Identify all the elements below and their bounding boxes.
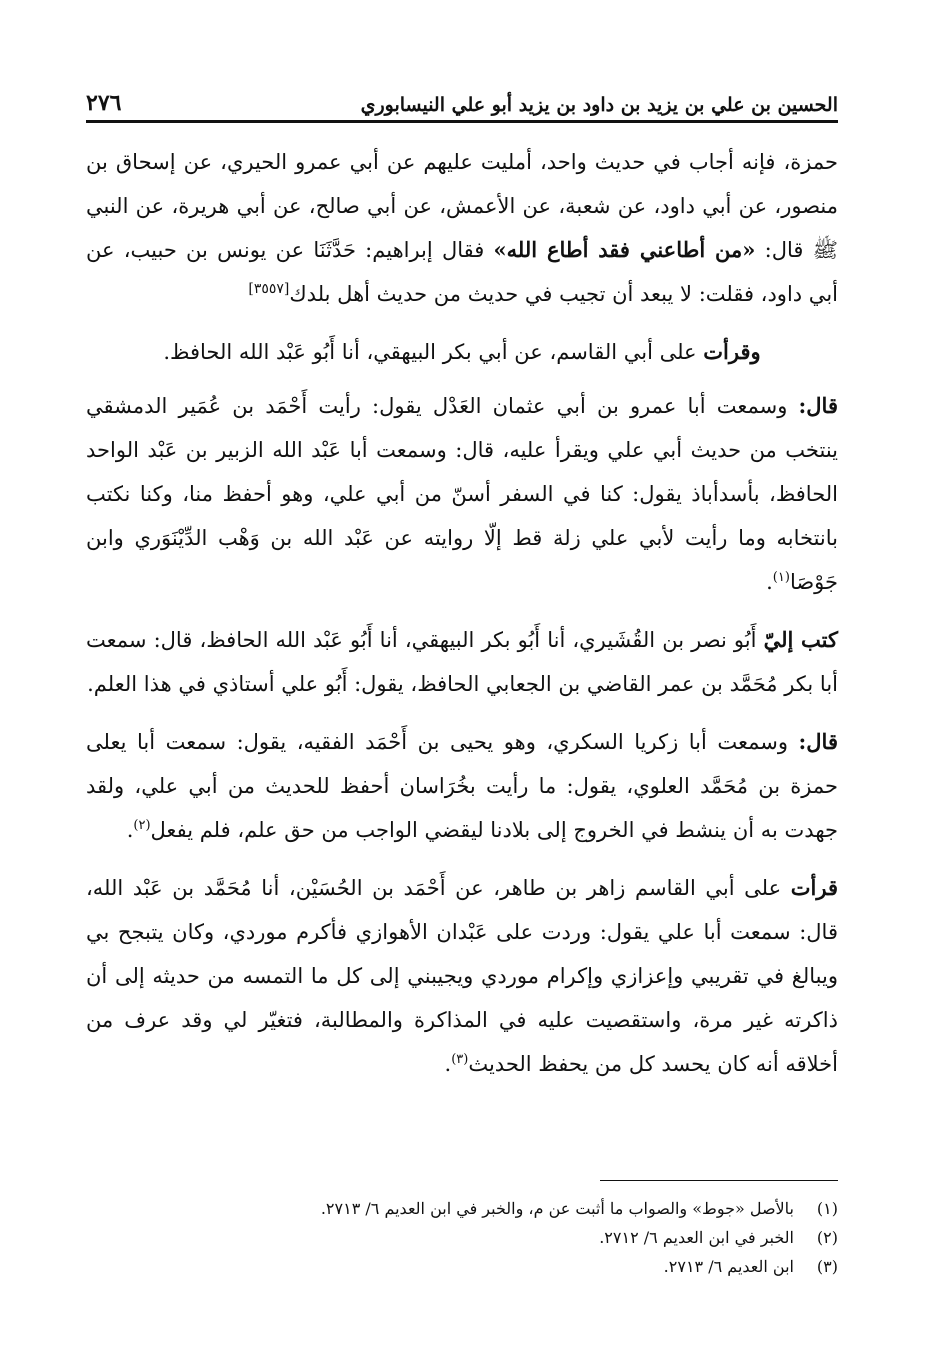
paragraph-text: على أبي القاسم زاهر بن طاهر، عن أَحْمَد بن الحُسَيْن، أنا مُحَمَّد بن عَبْد الله، قال: سمعت أبا علي يقول: وردت على عَبْدان الأهوازي فأكرم موردي، وكان يتبجح بي ويبالغ في تقريبي وإعزازي وإكرام موردي ويجيبني إلى كل ما التمسه من حديثه إلى أن ذاكرته غير مرة، واستقصيت عليه في المذاكرة والمطالبة، فتغيّر لي وقد عرف من أخلاقه أنه كان يحسد كل من يحفظ الحديث [86,876,838,1076]
footnote-number: (٢) [816,1228,838,1247]
footnote-ref-1[interactable]: (١) [772,570,790,585]
paragraph-text: فقال إبراهيم: حَدَّثَنَا عن يونس بن حبيب، عن أبي داود، فقلت: لا يبعد أن تجيب في حديث من حديث أهل بلدك [86,238,838,306]
hadith-quote: «من أطاعني فقد أطاع الله» [493,237,756,262]
paragraph-lead: قال: [798,729,838,754]
footnote-text: بالأصل «جوط» والصواب ما أثبت عن م، والخبر في ابن العديم ٦/ ٢٧١٣. [320,1199,794,1218]
paragraph-text: على أبي القاسم، عن أبي بكر البيهقي، أنا أَبُو عَبْد الله الحافظ. [163,340,704,364]
paragraph-5 [86,720,838,852]
footnote-text: الخبر في ابن العديم ٦/ ٢٧١٢. [599,1228,794,1247]
footnote-2 [86,1223,838,1252]
paragraph-lead: قال: [798,393,838,418]
footnote-number: (١) [816,1199,838,1218]
running-title: الحسين بن علي بن يزيد بن داود بن يزيد أبو علي النيسابوري [360,94,838,116]
paragraph-text: أَبُو نصر بن القُشَيري، أنا أَبُو بكر البيهقي، أنا أَبُو عَبْد الله الحافظ، قال: سمعت أبا بكر مُحَمَّد بن عمر القاضي بن الجعابي الحافظ، يقول: أَبُو علي أستاذي في هذا العلم. [86,628,838,696]
paragraph-lead: قرأت [790,875,838,900]
hadith-number-marker: [٣٥٥٧] [248,281,290,297]
paragraph-text: وسمعت أبا عمرو بن أبي عثمان العَدْل يقول: رأيت أَحْمَد بن عُمَير الدمشقي ينتخب من حديث أبي علي ويقرأ عليه، قال: وسمعت أبا عَبْد الله الزبير بن عَبْد الواحد الحافظ، بأسدأباذ يقول: كنا في السفر أسنّ من أبي علي، وهو أحفظ منا، وكنا نكتب بانتخابه وما رأيت لأبي علي زلة قط إلّا روايته عن عَبْد الله بن وَهْب الدِّيْنَوَري وابن جَوْصَا [86,394,838,594]
paragraph-end: . [766,570,773,594]
footnote-1 [86,1194,838,1223]
footnote-3 [86,1252,838,1281]
paragraph-text: وسمعت أبا زكريا السكري، وهو يحيى بن أَحْمَد الفقيه، يقول: سمعت أبا يعلى حمزة بن مُحَمَّد العلوي، يقول: ما رأيت بخُرَاسان أحفظ للحديث من أبي علي، ولقد جهدت به أن ينشط في الخروج إلى بلادنا ليقضي الواجب من حق علم، فلم يفعل [86,730,838,842]
footnote-ref-3[interactable]: (٣) [451,1052,469,1067]
paragraph-end: . [126,818,134,842]
footnote-separator [600,1180,838,1181]
footnotes [86,1194,838,1281]
running-header [86,82,838,116]
paragraph-2 [86,330,838,374]
footnote-text: ابن العديم ٦/ ٢٧١٣. [663,1257,794,1276]
paragraph-lead: وقرأت [703,339,761,364]
page-number: ٢٧٦ [86,90,122,116]
paragraph-4 [86,618,838,706]
paragraph-6 [86,866,838,1086]
paragraph-3 [86,384,838,604]
paragraph-1 [86,140,838,316]
paragraph-lead: كتب إليّ [763,627,838,652]
paragraph-text: حمزة، فإنه أجاب في حديث واحد، أمليت عليهم عن أبي عمرو الحيري، عن إسحاق بن منصور، عن أبي داود، عن شعبة، عن الأعمش، عن أبي صالح، عن أبي هريرة، عن النبي ﷺ قال: [86,150,838,262]
footnote-ref-2[interactable]: (٢) [133,818,151,833]
paragraph-end: . [444,1052,452,1076]
header-rule [86,120,838,123]
main-text [86,140,838,1100]
footnote-number: (٣) [816,1257,838,1276]
